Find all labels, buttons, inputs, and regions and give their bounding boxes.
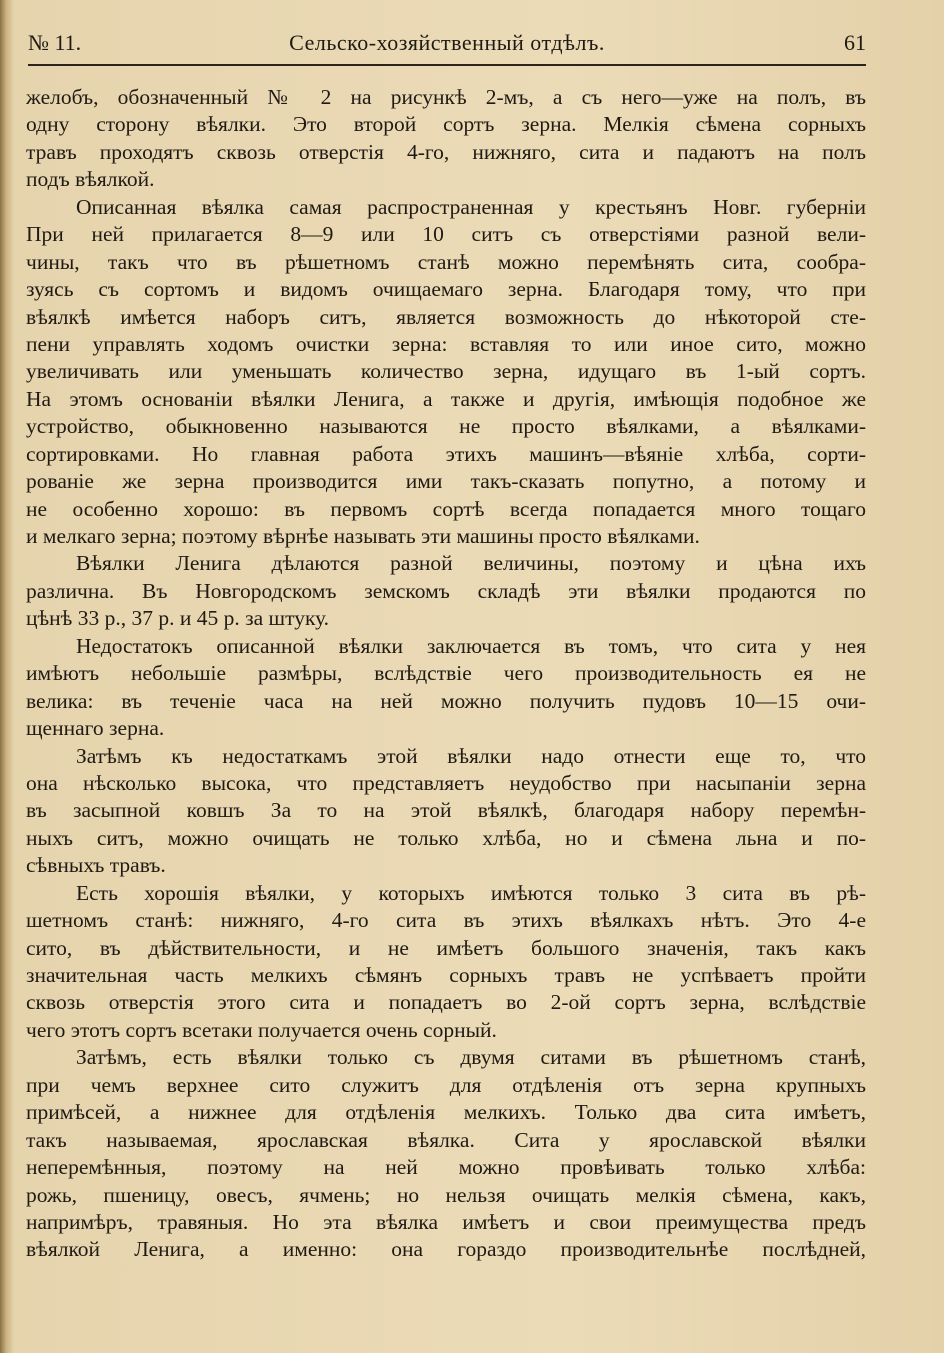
text-line: устройство, обыкновенно называются не просто вѣялками, а вѣялками-: [26, 414, 866, 439]
text-line: травъ проходятъ сквозь отверстія 4-го, нижняго, сита и падаютъ на полъ: [26, 139, 866, 164]
text-line: Описанная вѣялка самая распространенная у крестьянъ Новг. губерніи: [76, 194, 866, 219]
text-line: рожь, пшеницу, овесъ, ячмень; но нельзя очищать мелкія сѣмена, какъ,: [26, 1182, 866, 1207]
text-line: чины, такъ что въ рѣшетномъ станѣ можно перемѣнять сита, сообра-: [26, 249, 866, 274]
text-line: увеличивать или уменьшать количество зерна, идущаго въ 1-ый сортъ.: [26, 359, 866, 384]
body-text: [26, 84, 866, 1264]
text-line: имѣютъ небольшіе размѣры, вслѣдствіе чего производительность ея не: [26, 661, 866, 686]
text-line: желобъ, обозначенный № 2 на рисункѣ 2-мъ, а съ него—уже на полъ, въ: [26, 85, 866, 109]
text-line: сортировками. Но главная работа этихъ машинъ—вѣяніе хлѣба, сорти-: [26, 441, 866, 466]
text-line: не особенно хорошо: въ первомъ сортѣ всегда попадается много тощаго: [26, 496, 866, 521]
text-line: Затѣмъ къ недостаткамъ этой вѣялки надо отнести еще то, что: [76, 743, 866, 768]
text-line: подъ вѣялкой.: [26, 167, 155, 192]
page-number: 61: [844, 30, 866, 55]
running-header: [28, 30, 866, 60]
text-line: зуясь съ сортомъ и видомъ очищаемаго зерна. Благодаря тому, что при: [26, 277, 866, 302]
text-line: пени управлять ходомъ очистки зерна: вставляя то или иное сито, можно: [26, 331, 866, 356]
text-line: такъ называемая, ярославская вѣялка. Сита у ярославской вѣялки: [26, 1127, 866, 1152]
text-line: сквозь отверстія этого сита и попадаетъ во 2-ой сортъ зерна, вслѣдствіе: [26, 990, 866, 1015]
text-line: Есть хорошія вѣялки, у которыхъ имѣются только 3 сита въ рѣ-: [76, 880, 866, 905]
text-line: въ засыпной ковшъ За то на этой вѣялкѣ, благодаря набору перемѣн-: [26, 798, 866, 823]
text-line: сѣвныхъ травъ.: [26, 853, 166, 878]
issue-number: № 11.: [28, 30, 82, 55]
text-line: и мелкаго зерна; поэтому вѣрнѣе называть эти машины просто вѣялками.: [26, 524, 700, 548]
text-line: вѣялкѣ имѣется наборъ ситъ, является возможность до нѣкоторой сте-: [26, 304, 866, 329]
text-line: сито, въ дѣйствительности, и не имѣетъ большого значенія, такъ какъ: [26, 935, 866, 960]
text-line: одну сторону вѣялки. Это второй сортъ зерна. Мелкія сѣмена сорныхъ: [26, 112, 866, 137]
text-line: Недостатокъ описанной вѣялки заключается въ томъ, что сита у нея: [76, 633, 866, 658]
text-line: Затѣмъ, есть вѣялки только съ двумя ситами въ рѣшетномъ станѣ,: [76, 1045, 866, 1070]
text-line: ныхъ ситъ, можно очищать не только хлѣба, но и сѣмена льна и по-: [26, 825, 866, 850]
text-line: На этомъ основаніи вѣялки Ленига, а также и другія, имѣющія подобное же: [26, 386, 866, 411]
text-line: значительная часть мелкихъ сѣмянъ сорныхъ травъ не успѣваетъ пройти: [26, 963, 866, 987]
section-title: Сельско-хозяйственный отдѣлъ.: [289, 30, 605, 55]
text-line: при чемъ верхнее сито служитъ для отдѣленія отъ зерна крупныхъ: [26, 1072, 866, 1097]
text-line: рованіе же зерна производится ими такъ-сказать попутно, а потому и: [26, 469, 866, 494]
text-line: чего этотъ сортъ всетаки получается очень сорный.: [26, 1017, 497, 1042]
text-line: велика: въ теченіе часа на ней можно получить пудовъ 10—15 очи-: [26, 688, 866, 713]
text-line: различна. Въ Новгородскомъ земскомъ складѣ эти вѣялки продаются по: [26, 578, 866, 603]
text-line: она нѣсколько высока, что представляетъ неудобство при насыпаніи зерна: [26, 770, 866, 795]
text-line: неперемѣнныя, поэтому на ней можно провѣивать только хлѣба:: [26, 1155, 866, 1180]
text-line: При ней прилагается 8—9 или 10 ситъ съ отверстіями разной вели-: [26, 222, 866, 247]
text-line: шетномъ станѣ: нижняго, 4-го сита въ этихъ вѣялкахъ нѣтъ. Это 4-е: [26, 908, 866, 933]
text-line: примѣсей, а нижнее для отдѣленія мелкихъ. Только два сита имѣетъ,: [26, 1100, 866, 1125]
text-line: вѣялкой Ленига, а именно: она гораздо производительнѣе послѣдней,: [26, 1237, 866, 1262]
text-line: напримѣръ, травяныя. Но эта вѣялка имѣетъ и свои преимущества предъ: [26, 1209, 866, 1234]
text-line: Вѣялки Ленига дѣлаются разной величины, поэтому и цѣна ихъ: [76, 551, 866, 576]
header-rule: [28, 64, 866, 66]
text-line: щеннаго зерна.: [26, 716, 165, 741]
text-line: цѣнѣ 33 р., 37 р. и 45 р. за штуку.: [26, 606, 330, 631]
